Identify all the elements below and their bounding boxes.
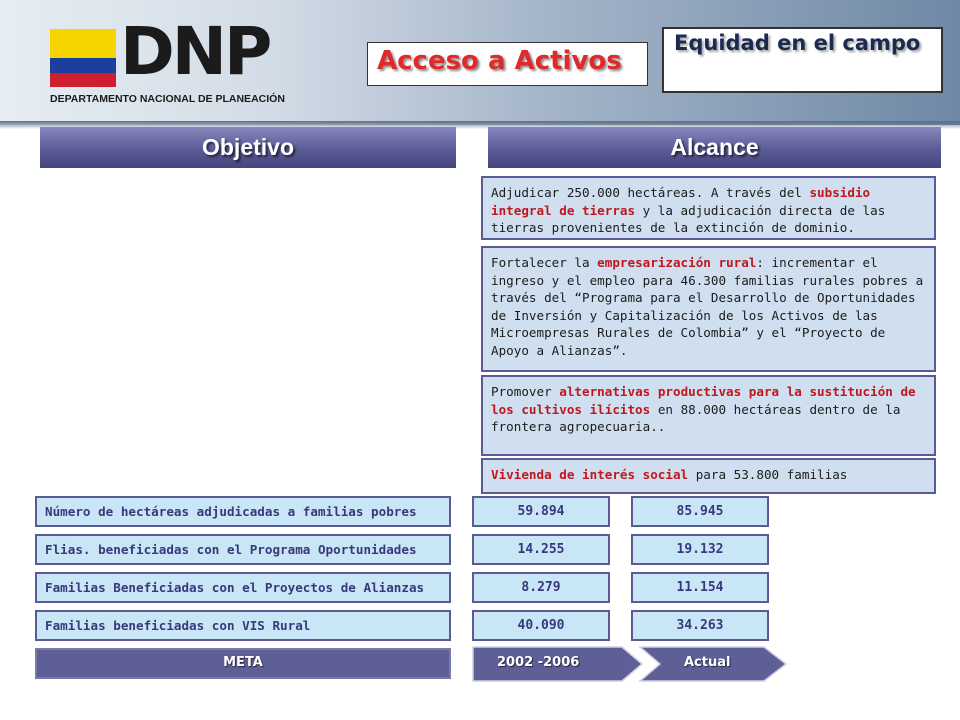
- dnp-logo: [50, 13, 300, 116]
- alcance-item-1: [481, 176, 936, 240]
- indicator-actual-value: 11.154: [631, 572, 769, 603]
- indicator-label: Familias Beneficiadas con el Proyectos de Alianzas: [35, 572, 451, 603]
- indicator-meta-value: 14.255: [472, 534, 610, 565]
- alcance-item-3: [481, 375, 936, 456]
- colombia-flag-icon: [50, 29, 116, 87]
- indicator-actual-value: 34.263: [631, 610, 769, 641]
- page-title: Acceso a Activos: [377, 46, 622, 76]
- period-label: 2002 -2006: [497, 655, 580, 670]
- indicator-actual-value: 85.945: [631, 496, 769, 527]
- alcance-text: Adjudicar 250.000 hectáreas. A través del: [491, 185, 810, 200]
- alcance-text: : incrementar el ingreso y el empleo para 46.300 familias rurales pobres a través del “Programa para el Desarrollo de Oportunidades de Inversión y Capitalización de los Activos de las Microempresas Rurales de Colombia” y el “Proyecto de Apoyo a Alianzas”.: [491, 255, 924, 358]
- alcance-text: y la adjudicación directa de las tierras provenientes de la extinción de dominio.: [491, 202, 886, 235]
- page-title-box: [367, 42, 648, 86]
- indicator-meta-value: 8.279: [472, 572, 610, 603]
- alcance-highlight: alternativas productivas para la sustitución de los cultivos ilícitos: [491, 384, 916, 417]
- section-title-box: [662, 27, 943, 93]
- alcance-highlight: Vivienda de interés social: [491, 467, 689, 482]
- indicator-actual-value: 19.132: [631, 534, 769, 565]
- alcance-text: en 88.000 hectáreas dentro de la frontera agropecuaria..: [491, 401, 901, 434]
- indicator-label: Familias beneficiadas con VIS Rural: [35, 610, 451, 641]
- alcance-highlight: empresarización rural: [597, 255, 757, 270]
- actual-label: Actual: [684, 655, 731, 670]
- indicator-label: Número de hectáreas adjudicadas a familias pobres: [35, 496, 451, 527]
- alcance-text: Promover: [491, 384, 560, 399]
- indicator-meta-value: 59.894: [472, 496, 610, 527]
- objetivo-header: Objetivo: [40, 127, 456, 168]
- logo-subtitle: DEPARTAMENTO NACIONAL DE PLANEACIÓN: [50, 93, 285, 105]
- alcance-text: Fortalecer la: [491, 255, 598, 270]
- alcance-header: Alcance: [488, 127, 941, 168]
- indicator-meta-value: 40.090: [472, 610, 610, 641]
- meta-label: META: [35, 648, 451, 679]
- alcance-highlight: subsidio integral de tierras: [491, 185, 871, 218]
- section-title: Equidad en el campo: [674, 31, 921, 55]
- alcance-text: para 53.800 familias: [688, 467, 848, 482]
- indicator-label: Flias. beneficiadas con el Programa Oportunidades: [35, 534, 451, 565]
- alcance-item-4: [481, 458, 936, 494]
- logo-text: DNP: [120, 13, 270, 90]
- alcance-item-2: [481, 246, 936, 372]
